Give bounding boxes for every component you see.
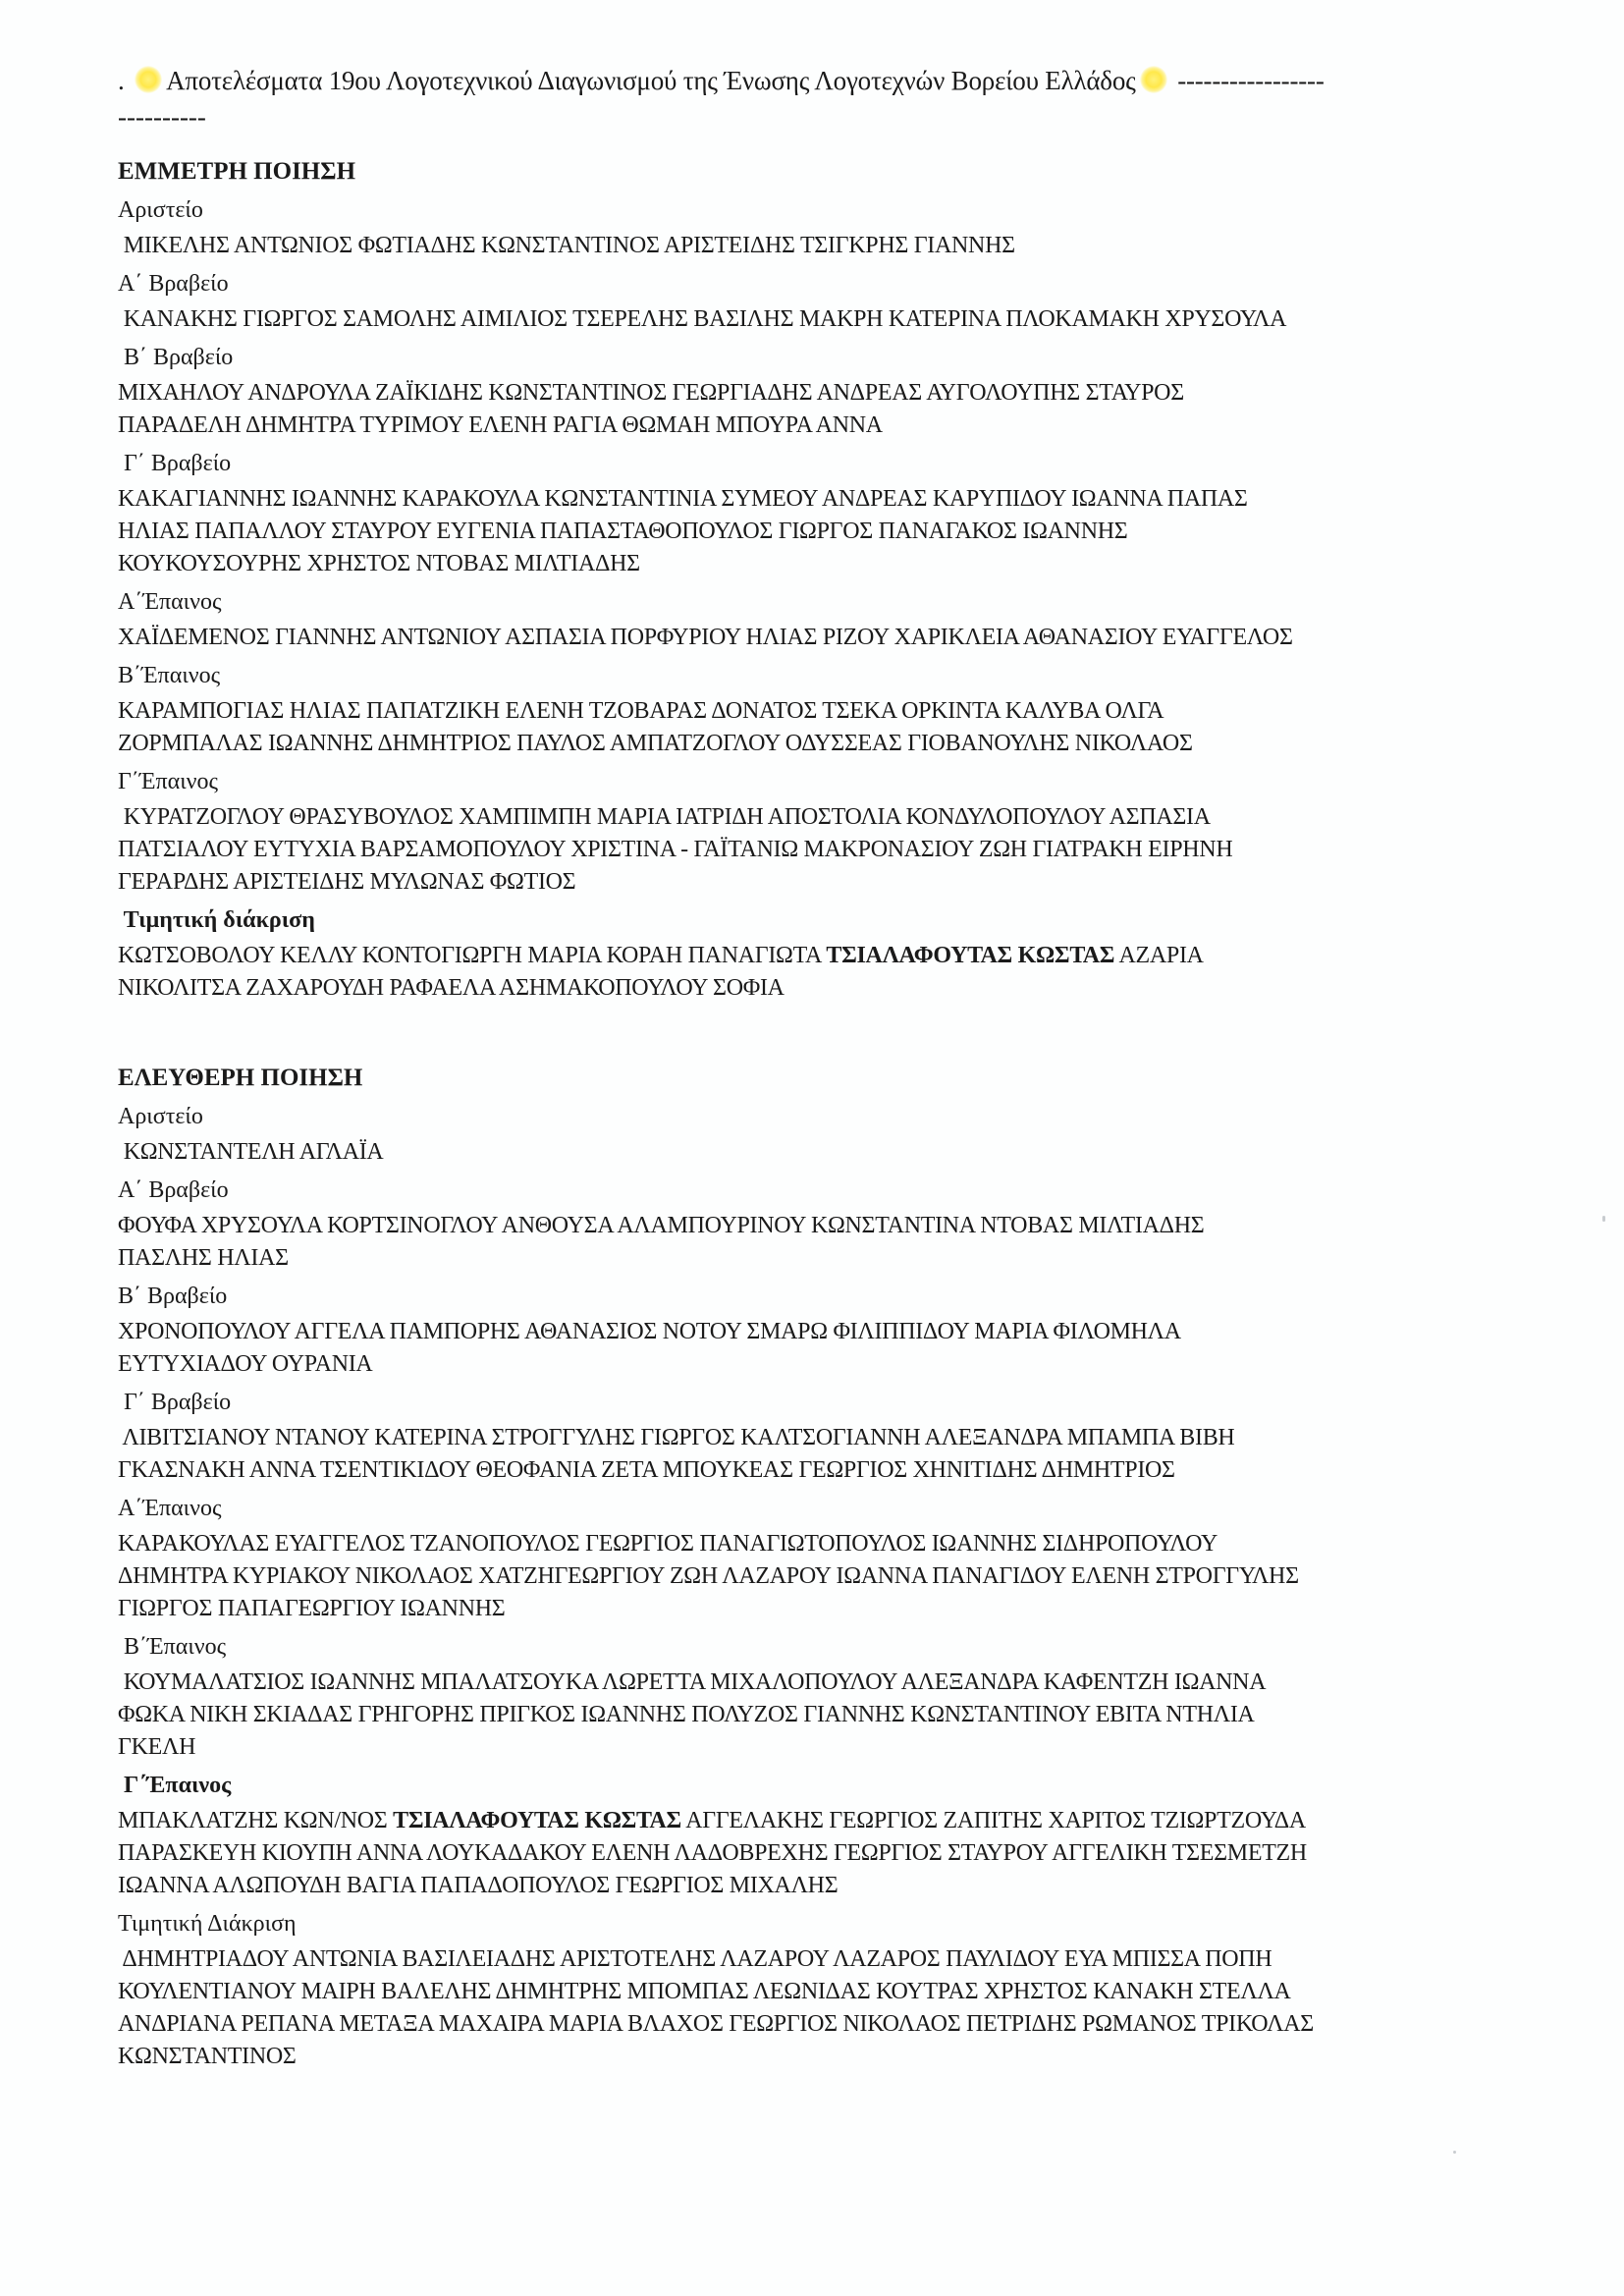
winners-line [118,1805,1571,1837]
winners-line [118,940,1571,972]
winners-line: ΚΟΥΚΟΥΣΟΥΡΗΣ ΧΡΗΣΤΟΣ ΝΤΟΒΑΣ ΜΙΛΤΙΑΔΗΣ [118,551,640,576]
award-label: Α΄ Βραβείο [118,271,229,297]
winners-line: ΕΥΤΥΧΙΑΔΟΥ ΟΥΡΑΝΙΑ [118,1351,373,1377]
winners-text: ΙΩΑΝΝΑ ΑΛΩΠΟΥΔΗ ΒΑΓΙΑ ΠΑΠΑΔΟΠΟΥΛΟΣ ΓΕΩΡΓΙΟΣ ΜΙΧΑΛΗΣ [118,1873,839,1898]
winners-line: ΚΩΝΣΤΑΝΤΕΛΗ ΑΓΛΑΪΑ [118,1139,384,1165]
award-winners [118,303,1571,336]
winners-line: ΓΚΕΛΗ [118,1734,196,1760]
award-winners [118,1943,1571,2073]
results-sections [118,155,1571,2073]
award-label: Α΄ Βραβείο [118,1177,229,1203]
winners-text: ΜΠΑΚΛΑΤΖΗΣ ΚΩΝ/ΝΟΣ [118,1808,394,1833]
winners-text: ΑΖΑΡΙΑ [1114,943,1204,968]
sun-icon [135,66,162,93]
award-winners [118,483,1571,580]
winners-line: ΚΑΚΑΓΙΑΝΝΗΣ ΙΩΑΝΝΗΣ ΚΑΡΑΚΟΥΛΑ ΚΩΝΣΤΑΝΤΙΝΙΑ ΣΥΜΕΟΥ ΑΝΔΡΕΑΣ ΚΑΡΥΠΙΔΟΥ ΙΩΑΝΝΑ ΠΑΠΑΣ [118,486,1248,512]
award-winners [118,1316,1571,1381]
award-winners [118,1528,1571,1625]
award-label: Γ΄Έπαινος [118,1773,232,1798]
winners-text: ΝΙΚΟΛΙΤΣΑ ΖΑΧΑΡΟΥΔΗ ΡΑΦΑΕΛΑ ΑΣΗΜΑΚΟΠΟΥΛΟΥ ΣΟΦΙΑ [118,975,785,1001]
winners-line [118,972,1571,1005]
award-label: Β΄Έπαινος [118,1634,227,1660]
award-winners [118,1667,1571,1764]
award-winners [118,1805,1571,1902]
scan-speck [1453,2151,1456,2154]
title-prefix: . [118,66,125,95]
document-title-line [118,61,1571,100]
winners-line: ΚΟΥΜΑΛΑΤΣΙΟΣ ΙΩΑΝΝΗΣ ΜΠΑΛΑΤΣΟΥΚΑ ΛΩΡΕΤΤΑ ΜΙΧΑΛΟΠΟΥΛΟΥ ΑΛΕΞΑΝΔΡΑ ΚΑΦΕΝΤΖΗ ΙΩΑΝΝΑ [118,1669,1267,1695]
award-winners [118,695,1571,760]
award-label: Β΄Έπαινος [118,663,221,688]
winners-line: ΚΑΡΑΚΟΥΛΑΣ ΕΥΑΓΓΕΛΟΣ ΤΖΑΝΟΠΟΥΛΟΣ ΓΕΩΡΓΙΟΣ ΠΑΝΑΓΙΩΤΟΠΟΥΛΟΣ ΙΩΑΝΝΗΣ ΣΙΔΗΡΟΠΟΥΛΟΥ [118,1531,1218,1557]
award-label: Γ΄Έπαινος [118,769,219,794]
winners-text: ΠΑΡΑΣΚΕΥΗ ΚΙΟΥΠΗ ΑΝΝΑ ΛΟΥΚΑΔΑΚΟΥ ΕΛΕΝΗ ΛΑΔΟΒΡΕΧΗΣ ΓΕΩΡΓΙΟΣ ΣΤΑΥΡΟΥ ΑΓΓΕΛΙΚΗ ΤΣΕΣΜΕΤΖΗ [118,1840,1307,1866]
winners-line [118,1870,1571,1902]
winners-line: ΓΚΑΣΝΑΚΗ ΑΝΝΑ ΤΣΕΝΤΙΚΙΔΟΥ ΘΕΟΦΑΝΙΑ ΖΕΤΑ ΜΠΟΥΚΕΑΣ ΓΕΩΡΓΙΟΣ ΧΗΝΙΤΙΔΗΣ ΔΗΜΗΤΡΙΟΣ [118,1457,1175,1483]
title-dashes-continued: ---------- [118,102,206,132]
highlighted-name: ΤΣΙΑΛΑΦΟΥΤΑΣ ΚΩΣΤΑΣ [393,1808,681,1833]
winners-line: ΦΩΚΑ ΝΙΚΗ ΣΚΙΑΔΑΣ ΓΡΗΓΟΡΗΣ ΠΡΙΓΚΟΣ ΙΩΑΝΝΗΣ ΠΟΛΥΖΟΣ ΓΙΑΝΝΗΣ ΚΩΝΣΤΑΝΤΙΝΟΥ ΕΒΙΤΑ ΝΤΗΛΙΑ [118,1702,1255,1727]
award-winners [118,801,1571,899]
section-title: ΕΜΜΕΤΡΗ ΠΟΙΗΣΗ [118,158,356,185]
award-winners [118,622,1571,654]
document-title: Αποτελέσματα 19ου Λογοτεχνικού Διαγωνισμού της Ένωσης Λογοτεχνών Βορείου Ελλάδος [166,66,1136,95]
winners-line: ΚΑΡΑΜΠΟΓΙΑΣ ΗΛΙΑΣ ΠΑΠΑΤΖΙΚΗ ΕΛΕΝΗ ΤΖΟΒΑΡΑΣ ΔΟΝΑΤΟΣ ΤΣΕΚΑ ΟΡΚΙΝΤΑ ΚΑΛΥΒΑ ΟΛΓΑ [118,698,1164,724]
winners-line: ΦΟΥΦΑ ΧΡΥΣΟΥΛΑ ΚΟΡΤΣΙΝΟΓΛΟΥ ΑΝΘΟΥΣΑ ΑΛΑΜΠΟΥΡΙΝΟΥ ΚΩΝΣΤΑΝΤΙΝΑ ΝΤΟΒΑΣ ΜΙΛΤΙΑΔΗΣ [118,1213,1205,1238]
winners-line: ΧΑΪΔΕΜΕΝΟΣ ΓΙΑΝΝΗΣ ΑΝΤΩΝΙΟΥ ΑΣΠΑΣΙΑ ΠΟΡΦΥΡΙΟΥ ΗΛΙΑΣ ΡΙΖΟΥ ΧΑΡΙΚΛΕΙΑ ΑΘΑΝΑΣΙΟΥ ΕΥΑΓΓΕΛΟΣ [118,625,1293,650]
award-label: Γ΄ Βραβείο [118,1390,232,1415]
winners-line: ΑΝΔΡΙΑΝΑ ΡΕΠΑΝΑ ΜΕΤΑΞΑ ΜΑΧΑΙΡΑ ΜΑΡΙΑ ΒΛΑΧΟΣ ΓΕΩΡΓΙΟΣ ΝΙΚΟΛΑΟΣ ΠΕΤΡΙΔΗΣ ΡΩΜΑΝΟΣ ΤΡΙΚΟΛΑΣ [118,2011,1314,2037]
award-winners [118,1210,1571,1275]
winners-line: ΠΑΡΑΔΕΛΗ ΔΗΜΗΤΡΑ ΤΥΡΙΜΟΥ ΕΛΕΝΗ ΡΑΓΙΑ ΘΩΜΑΗ ΜΠΟΥΡΑ ΑΝΝΑ [118,412,883,438]
award-winners [118,230,1571,262]
winners-line: ΠΑΤΣΙΑΛΟΥ ΕΥΤΥΧΙΑ ΒΑΡΣΑΜΟΠΟΥΛΟΥ ΧΡΙΣΤΙΝΑ - ΓΑΪΤΑΝΙΩ ΜΑΚΡΟΝΑΣΙΟΥ ΖΩΗ ΓΙΑΤΡΑΚΗ ΕΙΡΗΝΗ [118,837,1233,862]
award-label: Αριστείο [118,197,203,223]
award-label: Τιμητική Διάκριση [118,1911,297,1937]
winners-line: ΧΡΟΝΟΠΟΥΛΟΥ ΑΓΓΕΛΑ ΠΑΜΠΟΡΗΣ ΑΘΑΝΑΣΙΟΣ ΝΟΤΟΥ ΣΜΑΡΩ ΦΙΛΙΠΠΙΔΟΥ ΜΑΡΙΑ ΦΙΛΟΜΗΛΑ [118,1319,1181,1344]
award-winners [118,940,1571,1005]
winners-line: ΔΗΜΗΤΡΙΑΔΟΥ ΑΝΤΩΝΙΑ ΒΑΣΙΛΕΙΑΔΗΣ ΑΡΙΣΤΟΤΕΛΗΣ ΛΑΖΑΡΟΥ ΛΑΖΑΡΟΣ ΠΑΥΛΙΔΟΥ ΕΥΑ ΜΠΙΣΣΑ ΠΟΠΗ [118,1946,1272,1972]
award-label: Α΄Έπαινος [118,589,222,615]
award-label: Β΄ Βραβείο [118,1284,228,1309]
award-label: Α΄Έπαινος [118,1496,222,1521]
winners-line [118,1837,1571,1870]
sun-icon [1140,66,1167,93]
winners-line: ΜΙΧΑΗΛΟΥ ΑΝΔΡΟΥΛΑ ΖΑΪΚΙΔΗΣ ΚΩΝΣΤΑΝΤΙΝΟΣ ΓΕΩΡΓΙΑΔΗΣ ΑΝΔΡΕΑΣ ΑΥΓΟΛΟΥΠΗΣ ΣΤΑΥΡΟΣ [118,380,1184,406]
award-winners [118,1136,1571,1169]
highlighted-name: ΤΣΙΑΛΑΦΟΥΤΑΣ ΚΩΣΤΑΣ [826,943,1115,968]
document-page [118,61,1571,2073]
winners-line: ΚΩΝΣΤΑΝΤΙΝΟΣ [118,2044,297,2069]
award-label: Τιμητική διάκριση [118,907,315,933]
award-winners [118,377,1571,442]
award-label: Β΄ Βραβείο [118,345,234,370]
winners-text: ΑΓΓΕΛΑΚΗΣ ΓΕΩΡΓΙΟΣ ΖΑΠΙΤΗΣ ΧΑΡΙΤΟΣ ΤΖΙΩΡΤΖΟΥΔΑ [680,1808,1306,1833]
winners-line: ΚΑΝΑΚΗΣ ΓΙΩΡΓΟΣ ΣΑΜΟΛΗΣ ΑΙΜΙΛΙΟΣ ΤΣΕΡΕΛΗΣ ΒΑΣΙΛΗΣ ΜΑΚΡΗ ΚΑΤΕΡΙΝΑ ΠΛΟΚΑΜΑΚΗ ΧΡΥΣΟΥΛΑ [118,306,1287,332]
winners-line: ΓΙΩΡΓΟΣ ΠΑΠΑΓΕΩΡΓΙΟΥ ΙΩΑΝΝΗΣ [118,1596,506,1621]
winners-line: ΚΟΥΛΕΝΤΙΑΝΟΥ ΜΑΙΡΗ ΒΑΛΕΛΗΣ ΔΗΜΗΤΡΗΣ ΜΠΟΜΠΑΣ ΛΕΩΝΙΔΑΣ ΚΟΥΤΡΑΣ ΧΡΗΣΤΟΣ ΚΑΝΑΚΗ ΣΤΕΛΛΑ [118,1979,1291,2004]
award-label: Γ΄ Βραβείο [118,451,232,476]
winners-line: ΗΛΙΑΣ ΠΑΠΑΛΛΟΥ ΣΤΑΥΡΟΥ ΕΥΓΕΝΙΑ ΠΑΠΑΣΤΑΘΟΠΟΥΛΟΣ ΓΙΩΡΓΟΣ ΠΑΝΑΓΑΚΟΣ ΙΩΑΝΝΗΣ [118,519,1128,544]
winners-line: ΖΟΡΜΠΑΛΑΣ ΙΩΑΝΝΗΣ ΔΗΜΗΤΡΙΟΣ ΠΑΥΛΟΣ ΑΜΠΑΤΖΟΓΛΟΥ ΟΔΥΣΣΕΑΣ ΓΙΟΒΑΝΟΥΛΗΣ ΝΙΚΟΛΑΟΣ [118,731,1193,756]
winners-line: ΔΗΜΗΤΡΑ ΚΥΡΙΑΚΟΥ ΝΙΚΟΛΑΟΣ ΧΑΤΖΗΓΕΩΡΓΙΟΥ ΖΩΗ ΛΑΖΑΡΟΥ ΙΩΑΝΝΑ ΠΑΝΑΓΙΔΟΥ ΕΛΕΝΗ ΣΤΡΟΓΓΥΛΗΣ [118,1563,1299,1589]
title-dashes: ----------------- [1177,66,1325,95]
section-title: ΕΛΕΥΘΕΡΗ ΠΟΙΗΣΗ [118,1065,363,1091]
scan-speck [1602,1216,1605,1222]
award-label: Αριστείο [118,1104,203,1129]
winners-line: ΜΙΚΕΛΗΣ ΑΝΤΩΝΙΟΣ ΦΩΤΙΑΔΗΣ ΚΩΝΣΤΑΝΤΙΝΟΣ ΑΡΙΣΤΕΙΔΗΣ ΤΣΙΓΚΡΗΣ ΓΙΑΝΝΗΣ [118,233,1015,258]
winners-text: ΚΩΤΣΟΒΟΛΟΥ ΚΕΛΛΥ ΚΟΝΤΟΓΙΩΡΓΗ ΜΑΡΙΑ ΚΟΡΑΗ ΠΑΝΑΓΙΩΤΑ [118,943,827,968]
winners-line: ΛΙΒΙΤΣΙΑΝΟΥ ΝΤΑΝΟΥ ΚΑΤΕΡΙΝΑ ΣΤΡΟΓΓΥΛΗΣ ΓΙΩΡΓΟΣ ΚΑΛΤΣΟΓΙΑΝΝΗ ΑΛΕΞΑΝΔΡΑ ΜΠΑΜΠΑ ΒΙΒΗ [118,1425,1235,1450]
winners-line: ΚΥΡΑΤΖΟΓΛΟΥ ΘΡΑΣΥΒΟΥΛΟΣ ΧΑΜΠΙΜΠΗ ΜΑΡΙΑ ΙΑΤΡΙΔΗ ΑΠΟΣΤΟΛΙΑ ΚΟΝΔΥΛΟΠΟΥΛΟΥ ΑΣΠΑΣΙΑ [118,804,1211,830]
winners-line: ΓΕΡΑΡΔΗΣ ΑΡΙΣΤΕΙΔΗΣ ΜΥΛΩΝΑΣ ΦΩΤΙΟΣ [118,869,576,895]
winners-line: ΠΑΣΛΗΣ ΗΛΙΑΣ [118,1245,289,1271]
award-winners [118,1422,1571,1487]
